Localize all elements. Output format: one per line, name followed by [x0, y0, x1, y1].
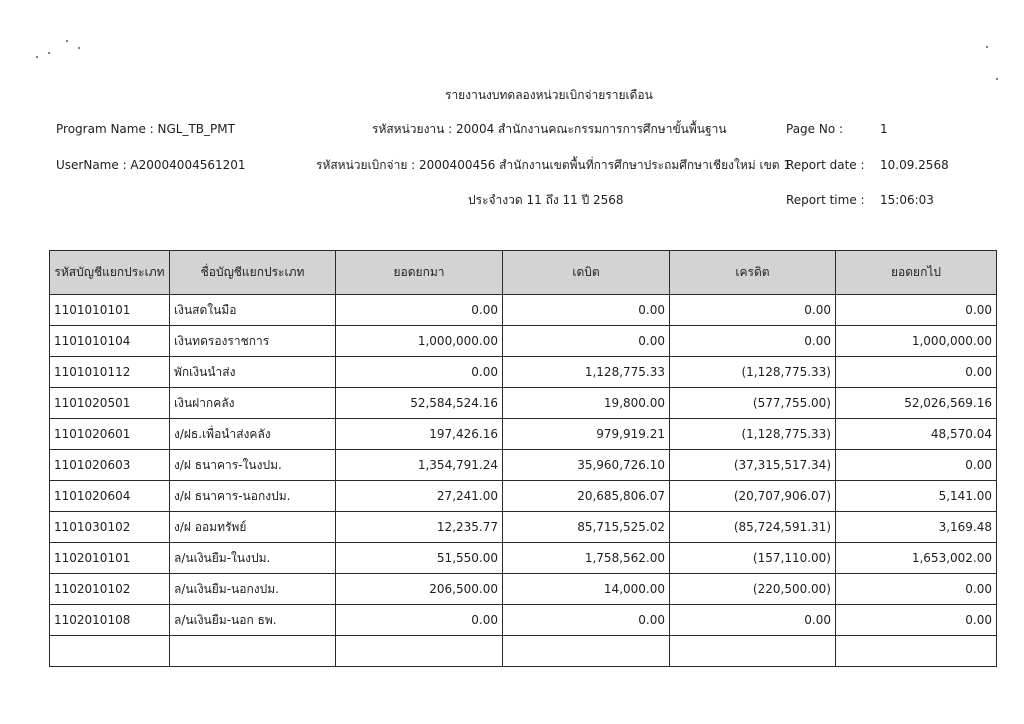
- opening-balance: 0.00: [336, 295, 503, 326]
- credit: (577,755.00): [670, 388, 836, 419]
- column-header: เครดิต: [670, 251, 836, 295]
- account-code: 1101020601: [50, 419, 170, 450]
- table-row: [50, 512, 997, 543]
- report-time-label: Report time :: [786, 193, 865, 207]
- debit: 14,000.00: [503, 574, 670, 605]
- opening-balance: 206,500.00: [336, 574, 503, 605]
- opening-balance: 197,426.16: [336, 419, 503, 450]
- column-header: ชื่อบัญชีแยกประเภท: [170, 251, 336, 295]
- account-code: 1102010102: [50, 574, 170, 605]
- table-header-row: [50, 251, 997, 295]
- column-header: ยอดยกมา: [336, 251, 503, 295]
- credit: (37,315,517.34): [670, 450, 836, 481]
- closing-balance: 3,169.48: [836, 512, 997, 543]
- table-row: [50, 357, 997, 388]
- table-row: [50, 481, 997, 512]
- column-header: เดบิต: [503, 251, 670, 295]
- table-row: [50, 388, 997, 419]
- scan-speck: [996, 78, 998, 80]
- table-row: [50, 450, 997, 481]
- account-code: 1101010101: [50, 295, 170, 326]
- credit: 0.00: [670, 326, 836, 357]
- credit: [670, 636, 836, 667]
- opening-balance: 1,000,000.00: [336, 326, 503, 357]
- table-row: [50, 605, 997, 636]
- program-name: Program Name : NGL_TB_PMT: [56, 122, 235, 136]
- closing-balance: [836, 636, 997, 667]
- scan-speck: [48, 52, 50, 54]
- debit: 85,715,525.02: [503, 512, 670, 543]
- debit: 0.00: [503, 605, 670, 636]
- debit: [503, 636, 670, 667]
- page-no-label: Page No :: [786, 122, 844, 136]
- credit: (220,500.00): [670, 574, 836, 605]
- credit: (20,707,906.07): [670, 481, 836, 512]
- debit: 1,758,562.00: [503, 543, 670, 574]
- account-code: [50, 636, 170, 667]
- closing-balance: 48,570.04: [836, 419, 997, 450]
- closing-balance: 1,000,000.00: [836, 326, 997, 357]
- scan-speck: [986, 46, 988, 48]
- closing-balance: 0.00: [836, 450, 997, 481]
- account-code: 1101010104: [50, 326, 170, 357]
- opening-balance: 0.00: [336, 357, 503, 388]
- debit: 0.00: [503, 295, 670, 326]
- credit: (85,724,591.31): [670, 512, 836, 543]
- closing-balance: 0.00: [836, 295, 997, 326]
- account-name: [170, 636, 336, 667]
- account-name: ง/ฝธ.เพื่อนำส่งคลัง: [170, 419, 336, 450]
- disbursing-unit: รหัสหน่วยเบิกจ่าย : 2000400456 สำนักงานเขตพื้นที่การศึกษาประถมศึกษาเชียงใหม่ เขต 1: [316, 158, 792, 172]
- credit: 0.00: [670, 295, 836, 326]
- credit: (157,110.00): [670, 543, 836, 574]
- report-date-label: Report date :: [786, 158, 865, 172]
- credit: (1,128,775.33): [670, 357, 836, 388]
- account-name: พักเงินนำส่ง: [170, 357, 336, 388]
- debit: 0.00: [503, 326, 670, 357]
- account-code: 1102010101: [50, 543, 170, 574]
- account-code: 1101020603: [50, 450, 170, 481]
- account-name: ง/ฝ ธนาคาร-นอกงปม.: [170, 481, 336, 512]
- account-name: ล/นเงินยืม-นอก ธพ.: [170, 605, 336, 636]
- closing-balance: 0.00: [836, 574, 997, 605]
- account-code: 1101020501: [50, 388, 170, 419]
- debit: 35,960,726.10: [503, 450, 670, 481]
- account-name: ล/นเงินยืม-ในงปม.: [170, 543, 336, 574]
- closing-balance: 52,026,569.16: [836, 388, 997, 419]
- closing-balance: 0.00: [836, 605, 997, 636]
- scan-speck: [66, 40, 68, 42]
- account-name: เงินฝากคลัง: [170, 388, 336, 419]
- column-header: รหัสบัญชีแยกประเภท: [50, 251, 170, 295]
- table-row: [50, 326, 997, 357]
- username: UserName : A20004004561201: [56, 158, 246, 172]
- scan-speck: [78, 47, 80, 49]
- credit: 0.00: [670, 605, 836, 636]
- debit: 979,919.21: [503, 419, 670, 450]
- column-header: ยอดยกไป: [836, 251, 997, 295]
- table-row: [50, 543, 997, 574]
- account-code: 1101030102: [50, 512, 170, 543]
- opening-balance: 52,584,524.16: [336, 388, 503, 419]
- report-time-value: 15:06:03: [880, 193, 934, 207]
- account-code: 1102010108: [50, 605, 170, 636]
- debit: 19,800.00: [503, 388, 670, 419]
- closing-balance: 1,653,002.00: [836, 543, 997, 574]
- debit: 20,685,806.07: [503, 481, 670, 512]
- debit: 1,128,775.33: [503, 357, 670, 388]
- scan-speck: [36, 56, 38, 58]
- report-date-value: 10.09.2568: [880, 158, 949, 172]
- opening-balance: [336, 636, 503, 667]
- account-code: 1101020604: [50, 481, 170, 512]
- page-no-value: 1: [880, 122, 888, 136]
- account-name: เงินสดในมือ: [170, 295, 336, 326]
- trial-balance-table: [49, 250, 997, 667]
- opening-balance: 0.00: [336, 605, 503, 636]
- account-name: เงินทดรองราชการ: [170, 326, 336, 357]
- opening-balance: 12,235.77: [336, 512, 503, 543]
- opening-balance: 1,354,791.24: [336, 450, 503, 481]
- credit: (1,128,775.33): [670, 419, 836, 450]
- account-name: ล/นเงินยืม-นอกงปม.: [170, 574, 336, 605]
- opening-balance: 27,241.00: [336, 481, 503, 512]
- account-code: 1101010112: [50, 357, 170, 388]
- closing-balance: 0.00: [836, 357, 997, 388]
- closing-balance: 5,141.00: [836, 481, 997, 512]
- account-name: ง/ฝ ออมทรัพย์: [170, 512, 336, 543]
- table-row: [50, 419, 997, 450]
- opening-balance: 51,550.00: [336, 543, 503, 574]
- table-row: [50, 574, 997, 605]
- period: ประจำงวด 11 ถึง 11 ปี 2568: [468, 193, 624, 207]
- report-title: รายงานงบทดลองหน่วยเบิกจ่ายรายเดือน: [445, 88, 653, 102]
- table-row: [50, 295, 997, 326]
- table-row: [50, 636, 997, 667]
- account-name: ง/ฝ ธนาคาร-ในงปม.: [170, 450, 336, 481]
- agency-code: รหัสหน่วยงาน : 20004 สำนักงานคณะกรรมการการศึกษาขั้นพื้นฐาน: [372, 122, 727, 136]
